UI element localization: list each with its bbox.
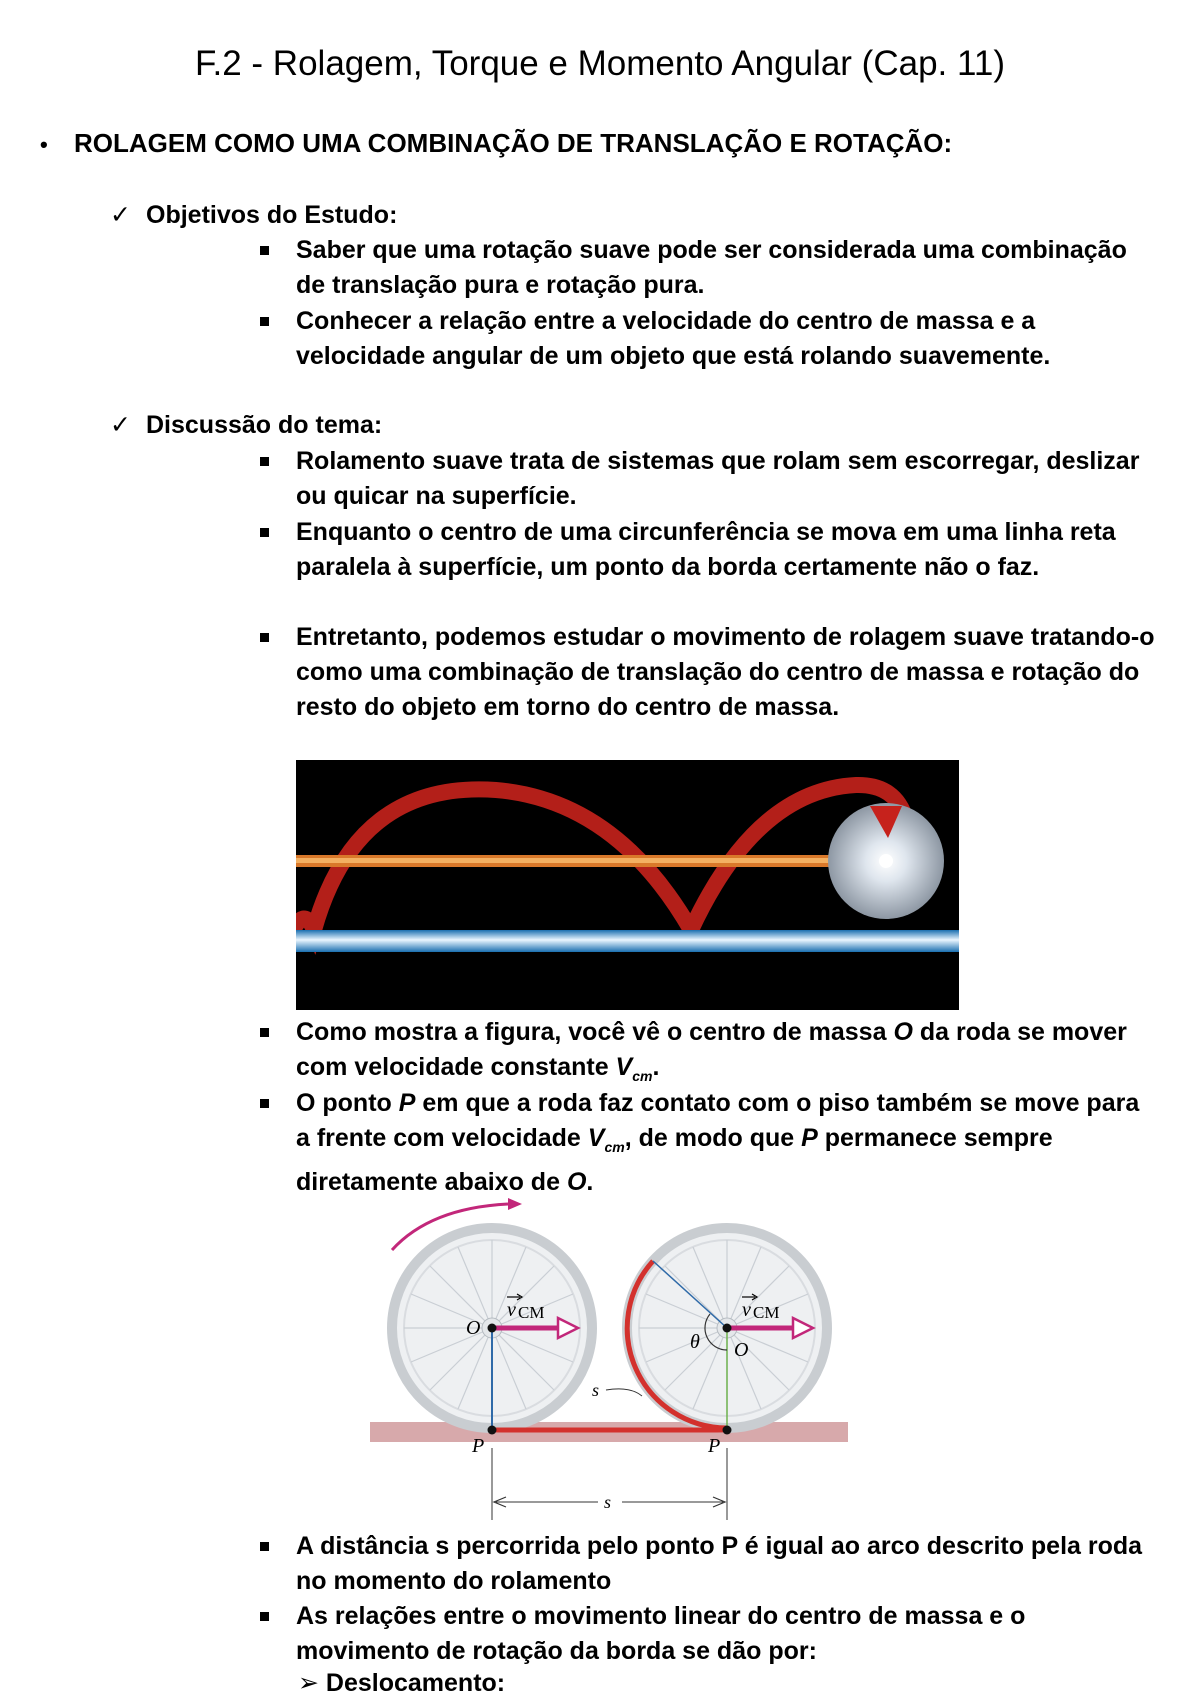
square-bullet-icon [260,457,269,466]
list-item-text: O ponto P em que a roda faz contato com o piso também se move para a frente com velocidade $V_{cm}$, de modo que P permanece sempre diretamente abaixo de O. [296,1089,1140,1196]
square-bullet-icon [260,633,269,642]
label-o-right: O [734,1339,749,1361]
list-item-text: A distância s percorrida pelo ponto P é igual ao arco descrito pela roda no momento do rolamento [296,1532,1143,1595]
label-s-arc: s [592,1380,600,1400]
label-v-left: v [507,1299,516,1321]
label-v-right: v [742,1299,751,1321]
sub-item-deslocamento [298,1668,505,1698]
section-heading [40,128,952,159]
discussion-label: Discussão do tema: [146,411,383,439]
checkmark-icon: ✓ [110,411,131,439]
checkmark-icon: ✓ [110,201,131,229]
section-bullet: • [40,132,48,157]
list-item-text: Entretanto, podemos estudar o movimento de rolagem suave tratando-o como uma combinação de translação do centro de massa e rotação do resto do objeto em torno do centro de massa. [296,623,1155,721]
square-bullet-icon [260,317,269,326]
left-wheel [392,1228,592,1428]
right-wheel [627,1228,827,1428]
list-item-text: As relações entre o movimento linear do centro de massa e o movimento de rotação da borda se dão por: [296,1602,1026,1665]
objectives-label: Objetivos do Estudo: [146,201,398,229]
square-bullet-icon [260,246,269,255]
square-bullet-icon [260,1028,269,1037]
label-p-left: P [472,1435,485,1457]
label-theta: θ [690,1331,700,1353]
list-item-text: Rolamento suave trata de sistemas que rolam sem escorregar, deslizar ou quicar na superfície. [296,447,1140,510]
page-title: F.2 - Rolagem, Torque e Momento Angular (Cap. 11) [195,44,1005,83]
square-bullet-icon [260,528,269,537]
label-vcm-left: CM [518,1303,545,1322]
label-p-right: P [708,1435,721,1457]
square-bullet-icon [260,1612,269,1621]
point-p-left [488,1426,497,1435]
label-s-distance: s [604,1492,612,1512]
label-o-left: O [466,1317,481,1339]
square-bullet-icon [260,1099,269,1108]
floor-line [296,930,959,952]
point-p-right [723,1426,732,1435]
section-heading-text: ROLAGEM COMO UMA COMBINAÇÃO DE TRANSLAÇÃO E ROTAÇÃO: [74,128,953,158]
wheel-center [879,854,893,868]
arrow-bullet-icon: ➢ [298,1669,319,1697]
rolling-wheel-photo [296,760,959,1010]
rolling-wheel-diagram [360,1190,860,1530]
objectives-heading [110,200,397,230]
list-item-text: Conhecer a relação entre a velocidade do centro de massa e a velocidade angular de um objeto que está rolando suavemente. [296,307,1051,370]
square-bullet-icon [260,1542,269,1551]
list-item-text: Enquanto o centro de uma circunferência se mova em uma linha reta paralela à superfície, um ponto da borda certamente não o faz. [296,518,1116,581]
list-item-text: Saber que uma rotação suave pode ser considerada uma combinação de translação pura e rotação pura. [296,236,1127,299]
sub-item-label: Deslocamento: [325,1669,506,1697]
discussion-heading [110,410,382,440]
label-vcm-right: CM [753,1303,780,1322]
list-item-text: Como mostra a figura, você vê o centro de massa O da roda se mover com velocidade constante $V_{cm}$. [296,1018,1127,1084]
